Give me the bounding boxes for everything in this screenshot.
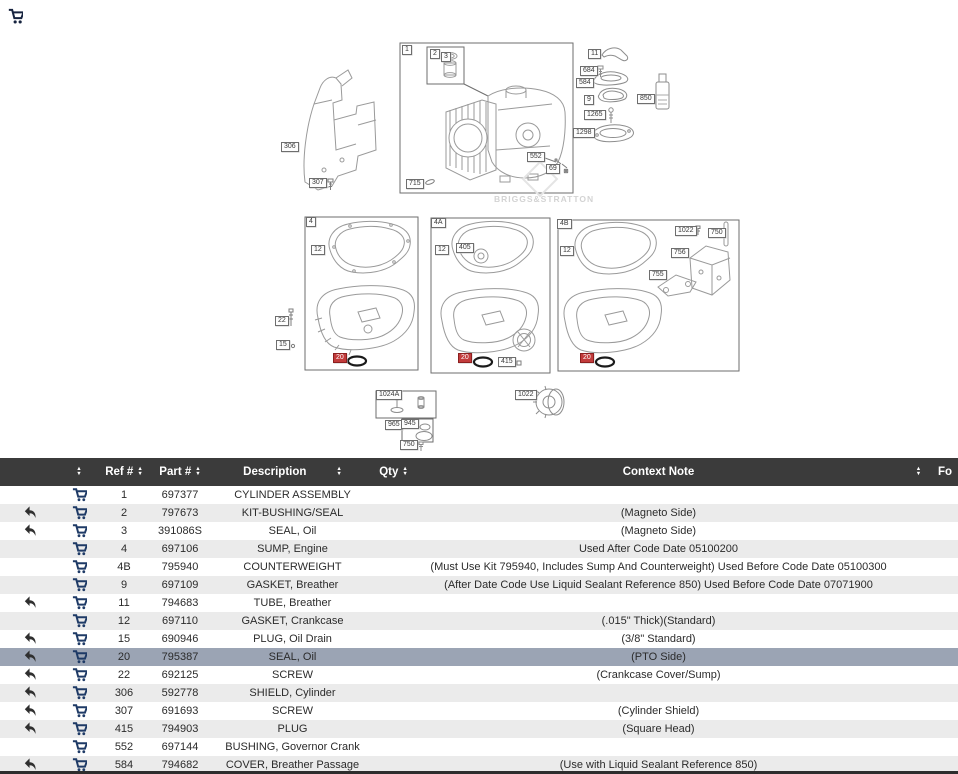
diagram-callout-12[interactable]: 12 — [560, 246, 574, 256]
ref-number: 11 — [118, 597, 130, 609]
add-to-cart-button[interactable] — [60, 486, 98, 504]
row-spacer — [905, 504, 932, 522]
cart-icon[interactable] — [72, 722, 87, 736]
cart-icon[interactable] — [72, 704, 87, 718]
reply-arrow-icon[interactable] — [23, 506, 37, 519]
quantity — [375, 594, 412, 612]
parts-table-header — [0, 458, 958, 486]
quantity — [375, 630, 412, 648]
part-description: PLUG, Oil Drain — [253, 633, 332, 645]
oil-fill-cap-drawing — [533, 386, 564, 418]
header-footnote: Fo — [937, 466, 953, 478]
part-description: SEAL, Oil — [268, 651, 317, 663]
row-spacer — [905, 558, 932, 576]
part-number: 797673 — [161, 507, 199, 519]
reply-arrow-icon[interactable] — [23, 632, 37, 645]
row-spacer — [905, 594, 932, 612]
footnote — [932, 486, 958, 504]
diagram-callout-850[interactable]: 850 — [637, 94, 655, 104]
sort-arrows-icon[interactable]: ▲ ▼ — [336, 466, 342, 477]
table-row-ref-1[interactable] — [0, 486, 958, 504]
diagram-callout-9[interactable]: 9 — [584, 95, 594, 105]
header-footnote-sort[interactable] — [905, 458, 932, 486]
add-to-cart-button[interactable] — [60, 594, 98, 612]
table-row-ref-4[interactable] — [0, 540, 958, 558]
footnote — [932, 702, 958, 720]
footnote — [932, 738, 958, 756]
table-row-ref-307[interactable] — [0, 702, 958, 720]
diagram-callout-12[interactable]: 12 — [435, 245, 449, 255]
ref-number: 20 — [117, 651, 131, 663]
breather-parts-drawings — [593, 48, 669, 142]
diagram-callout-1024A[interactable]: 1024A — [376, 390, 402, 400]
diagram-callout-307[interactable]: 307 — [309, 178, 327, 188]
part-number: 697106 — [161, 543, 199, 555]
add-to-cart-button[interactable] — [60, 720, 98, 738]
cart-icon[interactable] — [72, 524, 87, 538]
context-note: (3/8" Standard) — [621, 633, 696, 645]
diagram-callout-1[interactable]: 1 — [402, 45, 412, 55]
table-row-ref-20[interactable] — [0, 648, 958, 666]
ref-number: 307 — [114, 705, 134, 717]
ref-number: 3 — [120, 525, 128, 537]
footnote — [932, 630, 958, 648]
row-spacer — [905, 486, 932, 504]
reply-arrow-icon[interactable] — [23, 704, 37, 717]
diagram-callout-4B[interactable]: 4B — [557, 219, 572, 229]
part-number: 794683 — [161, 597, 199, 609]
quantity — [375, 504, 412, 522]
ref-number: 415 — [114, 723, 134, 735]
back-arrow-cell[interactable] — [0, 522, 60, 540]
context-note: (.015" Thick)(Standard) — [601, 615, 716, 627]
back-arrow-cell-empty — [0, 612, 60, 630]
part-number: 795940 — [161, 561, 199, 573]
quantity — [375, 648, 412, 666]
part-description: TUBE, Breather — [253, 597, 332, 609]
back-arrow-cell[interactable] — [0, 648, 60, 666]
header-context-note[interactable]: Context Note — [622, 466, 695, 478]
ref-number: 584 — [114, 759, 134, 771]
context-note: (Cylinder Shield) — [617, 705, 700, 717]
ref-number: 552 — [114, 741, 134, 753]
part-number: 795387 — [161, 651, 199, 663]
diagram-callout-1022[interactable]: 1022 — [675, 226, 697, 236]
back-arrow-cell[interactable] — [0, 594, 60, 612]
sort-arrows-icon[interactable]: ▲ ▼ — [915, 466, 922, 477]
quantity — [375, 540, 412, 558]
governor-gear — [474, 249, 488, 263]
footnote — [932, 522, 958, 540]
footnote — [932, 720, 958, 738]
quantity — [375, 684, 412, 702]
quantity — [375, 612, 412, 630]
diagram-callout-945[interactable]: 945 — [401, 419, 419, 429]
table-row-ref-306[interactable] — [0, 684, 958, 702]
quantity — [375, 576, 412, 594]
part-number: 391086S — [157, 525, 203, 537]
back-arrow-cell-empty — [0, 576, 60, 594]
reply-arrow-icon[interactable] — [23, 650, 37, 663]
cart-icon[interactable] — [8, 8, 23, 30]
ref-number: 15 — [117, 633, 131, 645]
add-to-cart-button[interactable] — [60, 504, 98, 522]
back-arrow-cell[interactable] — [0, 630, 60, 648]
diagram-callout-4A[interactable]: 4A — [431, 218, 446, 228]
footnote — [932, 576, 958, 594]
diagram-callout-715[interactable]: 715 — [406, 179, 424, 189]
row-spacer — [905, 540, 932, 558]
diagram-callout-1022[interactable]: 1022 — [515, 390, 537, 400]
context-note: (Square Head) — [622, 723, 695, 735]
cart-icon[interactable] — [72, 632, 87, 646]
add-to-cart-button[interactable] — [60, 702, 98, 720]
crankcase-gasket-a — [329, 221, 410, 273]
diagram-callout-684[interactable]: 684 — [580, 66, 598, 76]
part-description: SCREW — [272, 705, 313, 717]
quantity — [375, 522, 412, 540]
cart-icon[interactable] — [72, 740, 87, 754]
reply-arrow-icon[interactable] — [23, 686, 37, 699]
context-note: (Magneto Side) — [620, 525, 697, 537]
diagram-callout-750[interactable]: 750 — [708, 228, 726, 238]
table-row-ref-2[interactable] — [0, 504, 958, 522]
diagram-callout-755[interactable]: 755 — [649, 270, 667, 280]
diagram-callout-1298[interactable]: 1298 — [573, 128, 595, 138]
part-description: GASKET, Crankcase — [241, 615, 344, 627]
back-arrow-cell-empty — [0, 486, 60, 504]
add-to-cart-button[interactable] — [60, 612, 98, 630]
diagram-callout-22[interactable]: 22 — [275, 316, 289, 326]
part-description: COUNTERWEIGHT — [243, 561, 342, 573]
sort-arrows-icon[interactable]: ▲ ▼ — [137, 466, 143, 477]
brand-watermark-text: BRIGGS&STRATTON — [494, 194, 595, 204]
diagram-callout-15[interactable]: 15 — [276, 340, 290, 350]
row-spacer — [905, 702, 932, 720]
add-to-cart-button[interactable] — [60, 576, 98, 594]
context-note — [412, 684, 905, 702]
row-spacer — [905, 738, 932, 756]
header-qty[interactable]: Qty ▲ ▼ — [379, 466, 408, 478]
back-arrow-cell-empty — [0, 540, 60, 558]
sump-box-c-drawing — [558, 220, 739, 371]
part-description: KIT-BUSHING/SEAL — [241, 507, 344, 519]
cart-icon[interactable] — [72, 686, 87, 700]
diagram-callout-1265[interactable]: 1265 — [584, 110, 606, 120]
header-ref[interactable]: Ref # ▲ ▼ — [105, 466, 143, 478]
diagram-callout-584[interactable]: 584 — [576, 78, 594, 88]
context-note: (After Date Code Use Liquid Sealant Reference 850) Used Before Code Date 07071900 — [444, 579, 873, 591]
table-row-ref-22[interactable] — [0, 666, 958, 684]
ref-number: 12 — [117, 615, 131, 627]
diagram-callout-12[interactable]: 12 — [311, 245, 325, 255]
cylinder-shield-drawing — [304, 70, 376, 190]
sort-arrows-icon[interactable]: ▲ ▼ — [76, 466, 82, 477]
row-spacer — [905, 576, 932, 594]
diagram-callout-4[interactable]: 4 — [306, 217, 316, 227]
sort-arrows-icon[interactable]: ▲ ▼ — [195, 466, 201, 477]
context-note — [412, 486, 905, 504]
diagram-callout-405[interactable]: 405 — [456, 243, 474, 253]
reply-arrow-icon[interactable] — [23, 722, 37, 735]
part-description: SEAL, Oil — [268, 525, 317, 537]
ref-number: 4B — [117, 561, 131, 573]
add-to-cart-button[interactable] — [60, 522, 98, 540]
back-arrow-cell[interactable] — [0, 504, 60, 522]
part-description: GASKET, Breather — [246, 579, 339, 591]
quantity — [375, 720, 412, 738]
engine-sump-b — [441, 289, 539, 353]
back-arrow-cell[interactable] — [0, 684, 60, 702]
parts-table-body — [0, 486, 958, 774]
ref-number: 1 — [120, 489, 128, 501]
ref-number: 306 — [114, 687, 134, 699]
footnote — [932, 666, 958, 684]
reply-arrow-icon[interactable] — [23, 668, 37, 681]
table-row-ref-4B[interactable] — [0, 558, 958, 576]
cart-icon[interactable] — [72, 650, 87, 664]
ref-number: 22 — [117, 669, 131, 681]
footnote — [932, 684, 958, 702]
table-row-ref-3[interactable] — [0, 522, 958, 540]
part-number: 794903 — [161, 723, 199, 735]
engine-sump-a — [315, 286, 414, 355]
crankcase-gasket-c — [575, 222, 656, 274]
ref-number: 9 — [120, 579, 128, 591]
table-row-ref-415[interactable] — [0, 720, 958, 738]
cart-icon[interactable] — [72, 542, 87, 556]
row-spacer — [905, 630, 932, 648]
sump-box-b-drawing — [431, 218, 550, 373]
engine-sump-c — [564, 289, 662, 353]
part-number: 697144 — [161, 741, 199, 753]
counterweight-body — [690, 246, 730, 295]
reply-arrow-icon[interactable] — [23, 524, 37, 537]
parts-table — [0, 458, 958, 774]
footnote — [932, 558, 958, 576]
diagram-callout-306[interactable]: 306 — [281, 142, 299, 152]
quantity — [375, 666, 412, 684]
row-spacer — [905, 684, 932, 702]
context-note: (Magneto Side) — [620, 507, 697, 519]
part-number: 690946 — [161, 633, 199, 645]
part-number: 592778 — [161, 687, 199, 699]
part-number: 794682 — [161, 759, 199, 771]
part-number: 691693 — [161, 705, 199, 717]
part-description: SHIELD, Cylinder — [249, 687, 336, 699]
add-to-cart-button[interactable] — [60, 540, 98, 558]
context-note: (Crankcase Cover/Sump) — [596, 669, 721, 681]
diagram-callout-20-highlighted[interactable]: 20 — [458, 353, 472, 363]
row-spacer — [905, 648, 932, 666]
row-spacer — [905, 720, 932, 738]
cart-icon[interactable] — [72, 578, 87, 592]
cart-icon[interactable] — [72, 614, 87, 628]
quantity — [375, 558, 412, 576]
table-row-ref-552[interactable] — [0, 738, 958, 756]
footnote — [932, 540, 958, 558]
diagram-callout-69[interactable]: 69 — [546, 164, 560, 174]
header-part[interactable]: Part # ▲ ▼ — [159, 466, 201, 478]
part-description: PLUG — [277, 723, 308, 735]
context-note: (Must Use Kit 795940, Includes Sump And Counterweight) Used Before Code Date 05100300 — [430, 561, 887, 573]
quantity — [375, 738, 412, 756]
part-description: COVER, Breather Passage — [225, 759, 360, 771]
diagram-callout-750[interactable]: 750 — [400, 440, 418, 450]
quantity — [375, 702, 412, 720]
part-number: 692125 — [161, 669, 199, 681]
context-note: Used After Code Date 05100200 — [578, 543, 738, 555]
diagram-callout-2[interactable]: 2 — [430, 49, 440, 59]
footnote — [932, 612, 958, 630]
add-to-cart-button[interactable] — [60, 648, 98, 666]
context-note: (PTO Side) — [631, 651, 686, 663]
part-description: CYLINDER ASSEMBLY — [234, 489, 351, 501]
diagram-callout-552[interactable]: 552 — [527, 152, 545, 162]
back-arrow-cell[interactable] — [0, 720, 60, 738]
add-to-cart-button[interactable] — [60, 738, 98, 756]
part-number: 697110 — [162, 615, 198, 627]
add-to-cart-button[interactable] — [60, 630, 98, 648]
sort-arrows-icon[interactable]: ▲ ▼ — [402, 466, 408, 477]
add-to-cart-button[interactable] — [60, 666, 98, 684]
oil-seal-ring-a — [348, 357, 366, 366]
sump-box-a-drawing — [289, 217, 418, 370]
cart-icon[interactable] — [72, 506, 87, 520]
table-row-ref-15[interactable] — [0, 630, 958, 648]
header-cart-col — [60, 458, 98, 486]
back-arrow-cell-empty — [0, 558, 60, 576]
cart-icon[interactable] — [72, 488, 87, 502]
table-row-ref-12[interactable] — [0, 612, 958, 630]
diagram-callout-11[interactable]: 11 — [588, 49, 601, 59]
context-note: (Use with Liquid Sealant Reference 850) — [559, 759, 758, 771]
part-number: 697109 — [161, 579, 199, 591]
cart-icon[interactable] — [72, 758, 87, 772]
reply-arrow-icon[interactable] — [23, 596, 37, 609]
oil-seal-ring-c — [596, 358, 614, 367]
cart-icon[interactable] — [72, 560, 87, 574]
table-row-ref-11[interactable] — [0, 594, 958, 612]
header-spacer — [0, 458, 60, 486]
footnote — [932, 594, 958, 612]
row-spacer — [905, 612, 932, 630]
table-row-ref-9[interactable] — [0, 576, 958, 594]
screw-glyph-307 — [328, 179, 333, 190]
reply-arrow-icon[interactable] — [23, 758, 37, 771]
diagram-callout-20-highlighted[interactable]: 20 — [580, 353, 594, 363]
add-to-cart-button[interactable] — [60, 684, 98, 702]
ref-number: 4 — [120, 543, 128, 555]
footnote — [932, 504, 958, 522]
oil-seal-ring-b — [474, 358, 492, 367]
row-spacer — [905, 522, 932, 540]
context-note — [412, 594, 905, 612]
part-description: SUMP, Engine — [257, 543, 328, 555]
back-arrow-cell[interactable] — [0, 666, 60, 684]
diagram-callout-3[interactable]: 3 — [441, 52, 451, 62]
back-arrow-cell-empty — [0, 738, 60, 756]
part-description: SCREW — [272, 669, 313, 681]
cart-icon[interactable] — [72, 668, 87, 682]
diagram-callout-756[interactable]: 756 — [671, 248, 689, 258]
footnote — [932, 648, 958, 666]
context-note — [412, 738, 905, 756]
diagram-callout-20-highlighted[interactable]: 20 — [333, 353, 347, 363]
quantity — [375, 486, 412, 504]
add-to-cart-button[interactable] — [60, 558, 98, 576]
back-arrow-cell[interactable] — [0, 702, 60, 720]
diagram-callout-965[interactable]: 965 — [385, 420, 403, 430]
cart-icon[interactable] — [72, 596, 87, 610]
header-description[interactable]: Description ▲ ▼ — [243, 466, 342, 478]
row-spacer — [905, 666, 932, 684]
ref-number: 2 — [120, 507, 128, 519]
diagram-callout-415[interactable]: 415 — [498, 357, 516, 367]
part-number: 697377 — [161, 489, 199, 501]
part-description: BUSHING, Governor Crank — [225, 741, 360, 753]
